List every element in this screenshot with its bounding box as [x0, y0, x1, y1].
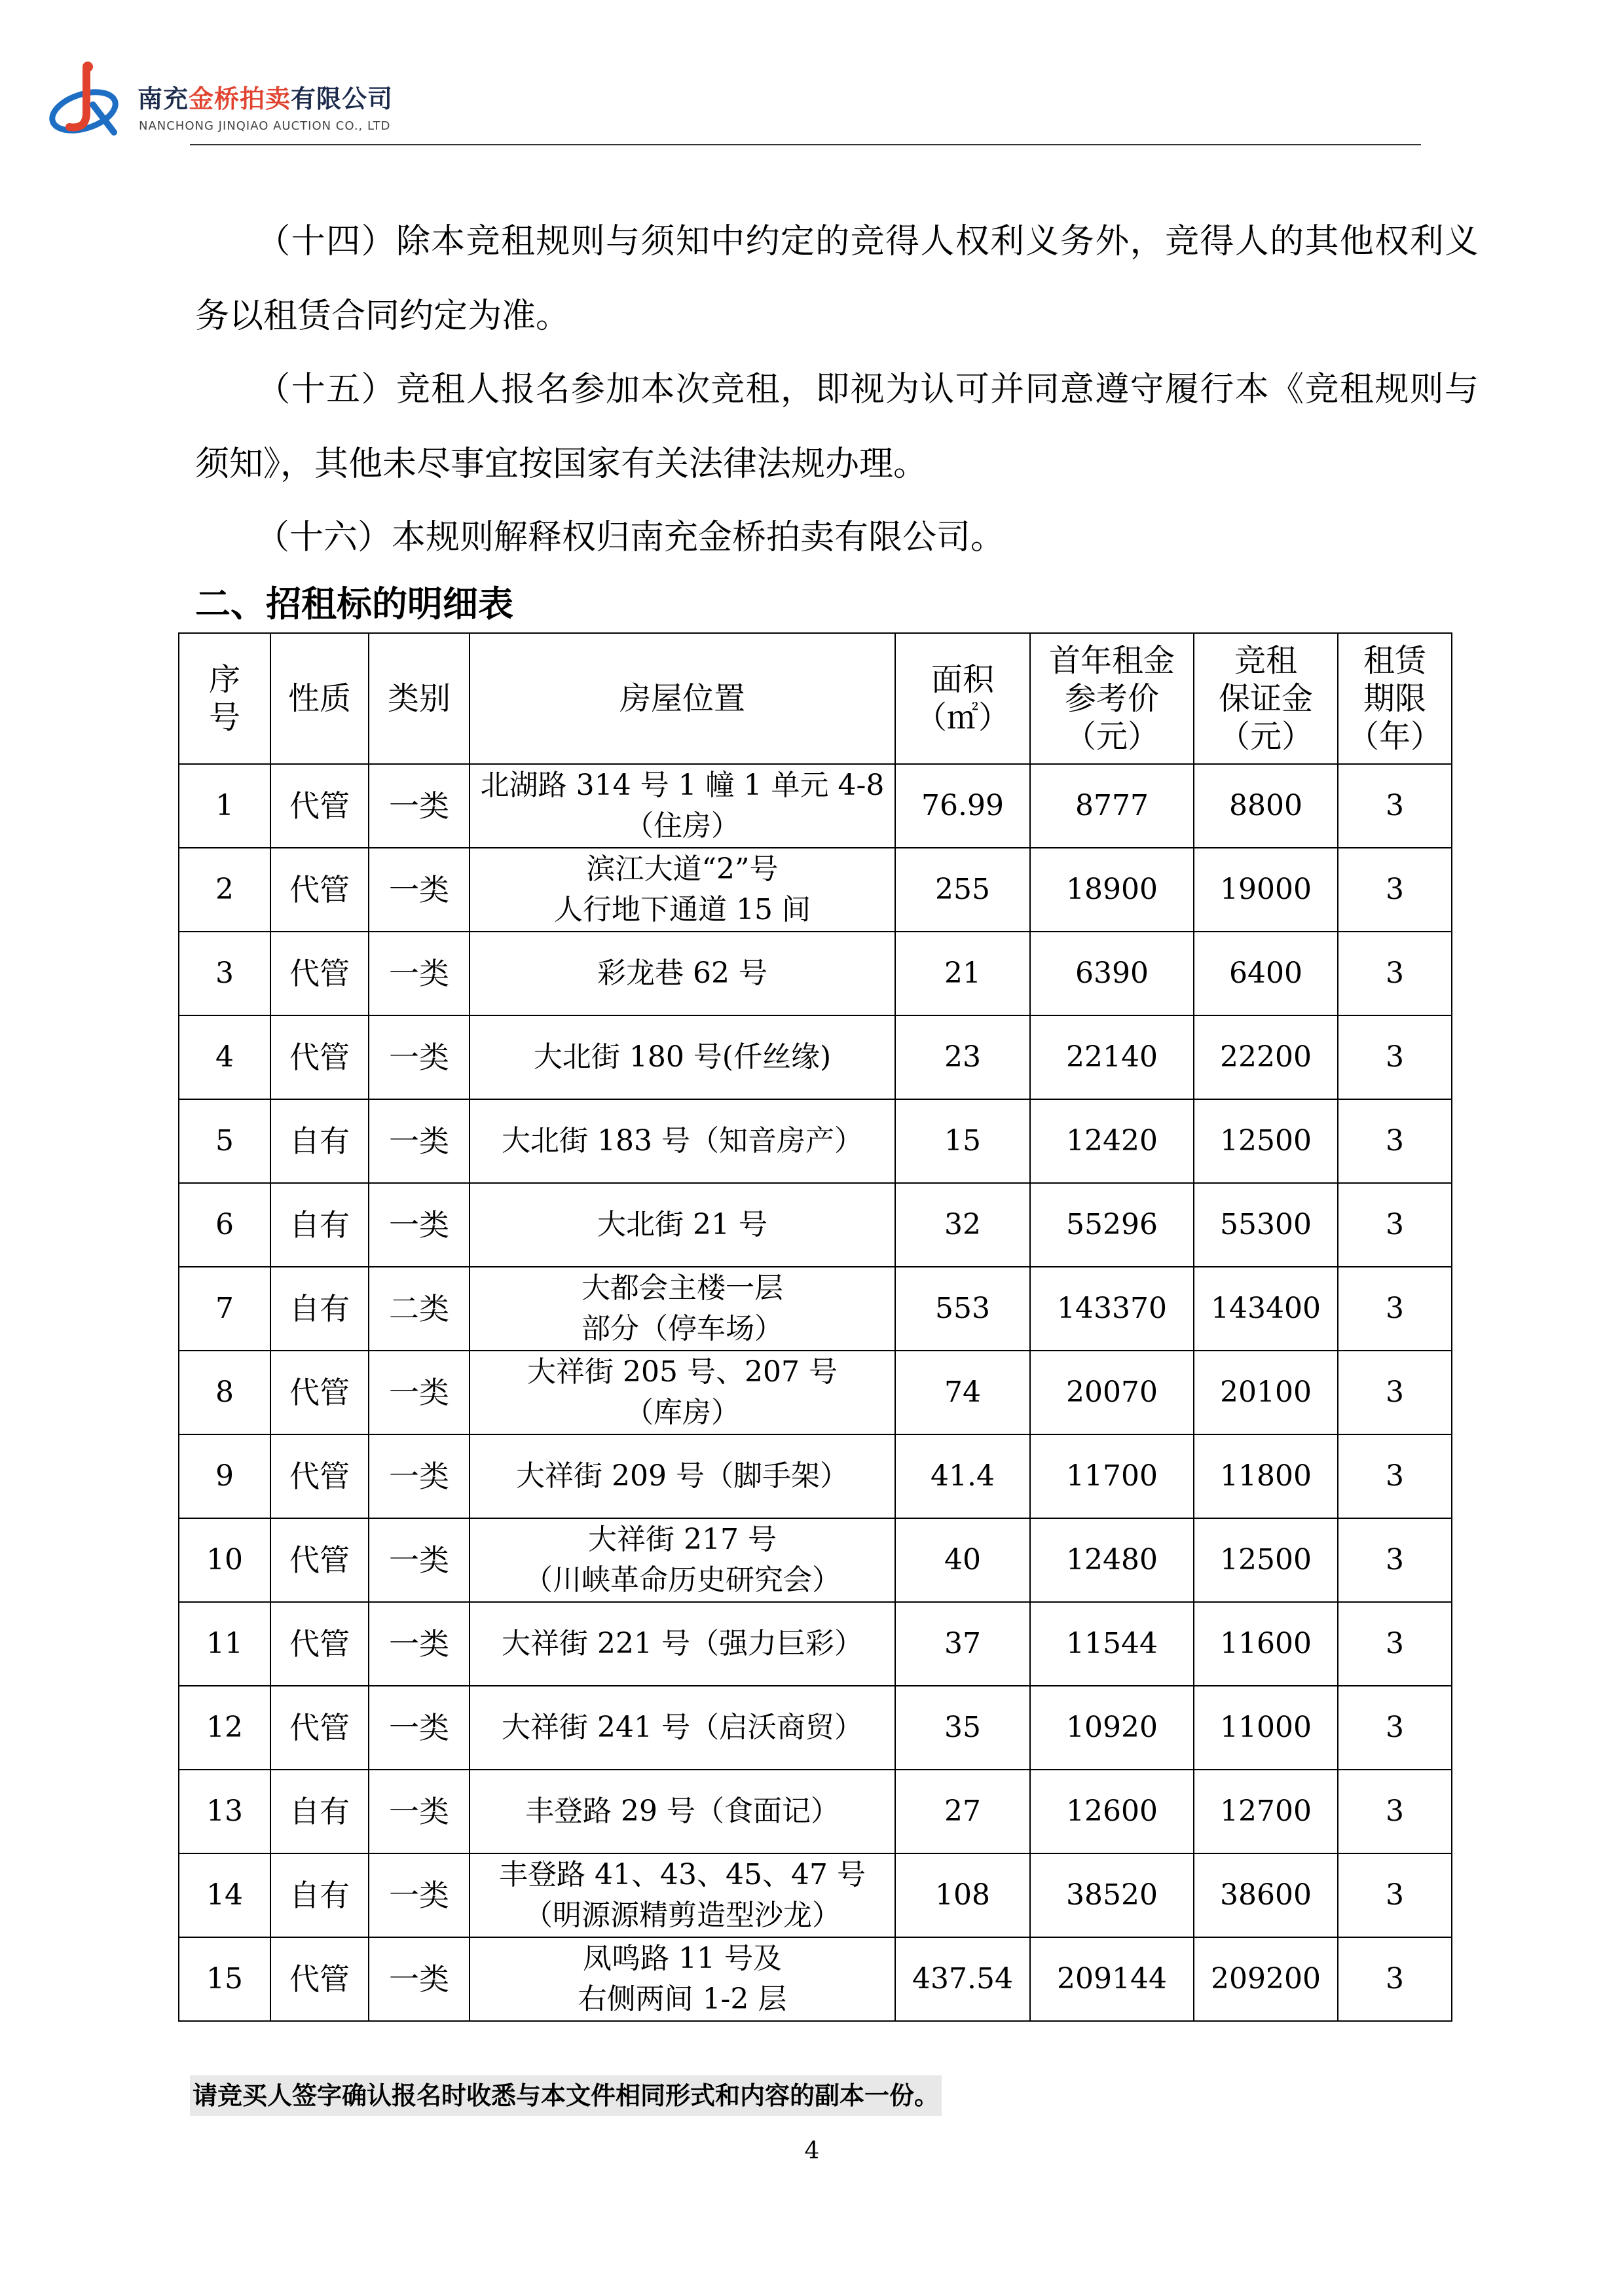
cell-line: 13: [206, 1795, 243, 1828]
cell-line: 6390: [1075, 957, 1149, 990]
table-cell: [895, 1267, 1030, 1351]
table-header-row: [179, 633, 1452, 764]
table-cell: [369, 1351, 470, 1434]
table-cell: [369, 1015, 470, 1099]
cell-line: 代管: [289, 1040, 350, 1075]
table-cell: [1194, 1518, 1338, 1602]
paragraph-16: （十六）本规则解释权归南充金桥拍卖有限公司。: [255, 518, 1005, 557]
table-cell: [1030, 1015, 1194, 1099]
cell-line: 14: [206, 1878, 243, 1912]
cell-line: 3: [1386, 1795, 1404, 1828]
cell-line: 一类: [389, 788, 449, 824]
cell-line: 3: [1386, 1124, 1404, 1157]
cell-line: （明源源精剪造型沙龙）: [524, 1899, 841, 1932]
table-cell: [1194, 1099, 1338, 1183]
cell-line: 55296: [1066, 1208, 1158, 1241]
cell-line: 437.54: [912, 1962, 1013, 1995]
cell-line: 3: [215, 957, 234, 990]
table-cell: [369, 1770, 470, 1853]
cell-line: 19000: [1220, 873, 1312, 906]
table-cell: [179, 848, 270, 932]
table-cell: [470, 1183, 895, 1267]
table-cell: [470, 1267, 895, 1351]
cell-line: 代管: [289, 1375, 350, 1410]
table-cell: [470, 1099, 895, 1183]
cell-line: 3: [1386, 1208, 1404, 1241]
cell-line: 一类: [389, 1878, 449, 1913]
cell-line: 自有: [289, 1794, 350, 1829]
cell-line: 北湖路 314 号 1 幢 1 单元 4-8: [480, 769, 885, 802]
table-cell: [179, 1853, 270, 1937]
table-cell: [369, 1183, 470, 1267]
cell-line: 9: [215, 1459, 234, 1493]
table-cell: [470, 1518, 895, 1602]
cell-line: 11700: [1066, 1459, 1158, 1493]
table-cell: [1030, 1518, 1194, 1602]
table-cell: [470, 1015, 895, 1099]
table-cell: [369, 1518, 470, 1602]
cell-line: （川峡革命历史研究会）: [524, 1563, 841, 1597]
company-logo: [46, 59, 131, 144]
table-cell: [470, 1602, 895, 1686]
table-cell: [369, 1686, 470, 1770]
page-number: 4: [804, 2138, 820, 2164]
column-header: [1194, 633, 1338, 764]
cell-line: 12420: [1066, 1124, 1158, 1157]
cell-line: 2: [215, 873, 234, 906]
section-title: 二、招租标的明细表: [195, 583, 513, 625]
column-header: [369, 633, 470, 764]
table-cell: [1338, 1351, 1452, 1434]
table-cell: [1194, 1015, 1338, 1099]
table-row: [179, 1686, 1452, 1770]
cell-line: 代管: [289, 956, 350, 991]
table-cell: [470, 764, 895, 848]
cell-line: 55300: [1220, 1208, 1312, 1241]
table-row: [179, 1183, 1452, 1267]
cell-line: 1: [215, 789, 234, 822]
table-cell: [369, 1434, 470, 1518]
cell-line: 3: [1386, 1711, 1404, 1744]
cell-line: 一类: [389, 956, 449, 991]
cell-line: 10: [206, 1543, 243, 1576]
table-cell: [470, 932, 895, 1015]
cell-line: 大北街 183 号（知音房产）: [502, 1124, 863, 1157]
table-cell: [1338, 1015, 1452, 1099]
table-cell: [895, 1099, 1030, 1183]
cell-line: 大北街 180 号(仟丝缘): [533, 1040, 832, 1074]
cell-line: 27: [944, 1795, 981, 1828]
cell-line: 20100: [1220, 1376, 1312, 1409]
column-header: [470, 633, 895, 764]
table-cell: [1030, 1602, 1194, 1686]
cell-line: 3: [1386, 1376, 1404, 1409]
cell-line: 3: [1386, 873, 1404, 906]
cell-line: 3: [1386, 957, 1404, 990]
cell-line: 大北街 21 号: [597, 1208, 767, 1241]
table-cell: [470, 1937, 895, 2021]
cell-line: 20070: [1066, 1376, 1158, 1409]
table-cell: [1194, 1770, 1338, 1853]
cell-line: 76.99: [921, 789, 1004, 822]
table-cell: [895, 1602, 1030, 1686]
cell-line: 12500: [1220, 1124, 1312, 1157]
table-cell: [369, 1853, 470, 1937]
cell-line: 一类: [389, 1375, 449, 1410]
table-row: [179, 1853, 1452, 1937]
cell-line: 自有: [289, 1123, 350, 1159]
table-cell: [179, 764, 270, 848]
cell-line: 23: [944, 1040, 981, 1074]
header-divider: [190, 144, 1421, 145]
table-cell: [470, 848, 895, 932]
table-cell: [1194, 1267, 1338, 1351]
column-header: [270, 633, 369, 764]
table-cell: [270, 1015, 369, 1099]
cell-line: 108: [935, 1878, 990, 1912]
cell-line: 3: [1386, 1459, 1404, 1493]
column-header-line: 保证金: [1218, 680, 1313, 717]
table-cell: [369, 1937, 470, 2021]
table-cell: [270, 1183, 369, 1267]
table-row: [179, 1267, 1452, 1351]
cell-line: 3: [1386, 1627, 1404, 1660]
table-cell: [1194, 1853, 1338, 1937]
table-cell: [1194, 1686, 1338, 1770]
cell-line: 一类: [389, 1794, 449, 1829]
table-cell: [1338, 1518, 1452, 1602]
table-cell: [1030, 1853, 1194, 1937]
table-cell: [1194, 1937, 1338, 2021]
table-row: [179, 1770, 1452, 1853]
table-cell: [270, 1351, 369, 1434]
cell-line: 3: [1386, 789, 1404, 822]
column-header: [179, 633, 270, 764]
cell-line: （住房）: [625, 809, 740, 843]
cell-line: 自有: [289, 1878, 350, 1913]
cell-line: 8777: [1075, 789, 1149, 822]
cell-line: 彩龙巷 62 号: [597, 957, 767, 990]
table-cell: [369, 932, 470, 1015]
cell-line: 大祥街 241 号（启沃商贸）: [502, 1711, 863, 1744]
table-cell: [179, 1434, 270, 1518]
column-header-line: 序: [208, 661, 240, 698]
table-cell: [1030, 1770, 1194, 1853]
table-cell: [1194, 1434, 1338, 1518]
cell-line: 209144: [1057, 1962, 1167, 1995]
cell-line: 右侧两间 1-2 层: [578, 1982, 787, 2016]
table-cell: [470, 1770, 895, 1853]
cell-line: （库房）: [625, 1396, 740, 1429]
table-cell: [179, 1015, 270, 1099]
table-cell: [895, 1518, 1030, 1602]
table-cell: [270, 1686, 369, 1770]
cell-line: 12480: [1066, 1543, 1158, 1576]
cell-line: 二类: [389, 1291, 449, 1326]
signature-note: 请竞买人签字确认报名时收悉与本文件相同形式和内容的副本一份。: [190, 2075, 942, 2116]
table-cell: [1030, 932, 1194, 1015]
table-cell: [179, 1099, 270, 1183]
cell-line: 6: [215, 1208, 234, 1241]
cell-line: 大祥街 217 号: [588, 1523, 777, 1556]
column-header-line: 竞租: [1234, 642, 1297, 679]
table-cell: [470, 1351, 895, 1434]
column-header-line: 首年租金: [1048, 642, 1175, 679]
table-cell: [1338, 1183, 1452, 1267]
table-row: [179, 1602, 1452, 1686]
cell-line: 代管: [289, 1626, 350, 1662]
cell-line: 代管: [289, 788, 350, 824]
cell-line: 一类: [389, 1207, 449, 1243]
table-cell: [895, 1937, 1030, 2021]
table-cell: [369, 1099, 470, 1183]
table-cell: [1338, 848, 1452, 932]
cell-line: 38520: [1066, 1878, 1158, 1912]
cell-line: 4: [215, 1040, 234, 1074]
column-header-line: 面积: [931, 661, 994, 698]
table-cell: [895, 932, 1030, 1015]
cell-line: 41.4: [931, 1459, 995, 1493]
cell-line: 一类: [389, 1626, 449, 1662]
table-cell: [1338, 932, 1452, 1015]
table-cell: [270, 1937, 369, 2021]
cell-line: 3: [1386, 1878, 1404, 1912]
table-cell: [1338, 1853, 1452, 1937]
table-cell: [895, 1183, 1030, 1267]
table-cell: [895, 764, 1030, 848]
paragraph-15: （十五）竞租人报名参加本次竞租，即视为认可并同意遵守履行本《竞租规则与须知》，其他未尽事宜按国家有关法律法规办理。: [195, 370, 1479, 484]
cell-line: 3: [1386, 1962, 1404, 1995]
table-cell: [1030, 1937, 1194, 2021]
cell-line: 自有: [289, 1291, 350, 1326]
table-cell: [1030, 1351, 1194, 1434]
table-cell: [895, 1015, 1030, 1099]
table-row: [179, 848, 1452, 932]
table-cell: [179, 1518, 270, 1602]
table-cell: [1338, 1434, 1452, 1518]
cell-line: 12: [206, 1711, 243, 1744]
table-cell: [895, 1351, 1030, 1434]
table-cell: [1030, 1267, 1194, 1351]
table-cell: [179, 1602, 270, 1686]
table-cell: [270, 932, 369, 1015]
paragraph-14: （十四）除本竞租规则与须知中约定的竞得人权利义务外，竞得人的其他权利义务以租赁合同约定为准。: [195, 222, 1479, 336]
table-row: [179, 1434, 1452, 1518]
cell-line: 部分（停车场）: [581, 1312, 783, 1345]
cell-line: 7: [215, 1292, 234, 1325]
table-cell: [179, 1770, 270, 1853]
column-header: [1338, 633, 1452, 764]
cell-line: 12600: [1066, 1795, 1158, 1828]
table-cell: [895, 1686, 1030, 1770]
cell-line: 大祥街 205 号、207 号: [527, 1355, 838, 1389]
table-cell: [895, 1434, 1030, 1518]
column-header-line: 类别: [387, 680, 451, 717]
table-cell: [1194, 932, 1338, 1015]
column-header: [1030, 633, 1194, 764]
column-header: [895, 633, 1030, 764]
cell-line: 15: [944, 1124, 981, 1157]
table-cell: [1194, 848, 1338, 932]
cell-line: 一类: [389, 1459, 449, 1494]
cell-line: 3: [1386, 1292, 1404, 1325]
cell-line: 一类: [389, 1710, 449, 1745]
company-name-cn: 南充金桥拍卖有限公司: [138, 84, 394, 113]
cell-line: 209200: [1211, 1962, 1321, 1995]
cell-line: 一类: [389, 1542, 449, 1578]
cell-line: 8800: [1229, 789, 1302, 822]
column-header-line: 号: [208, 699, 240, 736]
cell-line: 11000: [1220, 1711, 1312, 1744]
table-cell: [1338, 1770, 1452, 1853]
rental-detail-table: [178, 632, 1452, 2022]
table-cell: [179, 1937, 270, 2021]
table-cell: [470, 1853, 895, 1937]
cell-line: 代管: [289, 1961, 350, 1997]
table-cell: [1338, 1099, 1452, 1183]
cell-line: 255: [935, 873, 990, 906]
cell-line: 40: [944, 1543, 981, 1576]
cell-line: 35: [944, 1711, 981, 1744]
table-cell: [270, 1602, 369, 1686]
table-cell: [270, 764, 369, 848]
table-row: [179, 1099, 1452, 1183]
page-header: [46, 59, 1421, 151]
cell-line: 代管: [289, 1542, 350, 1578]
cell-line: 丰登路 41、43、45、47 号: [499, 1858, 866, 1891]
table-cell: [470, 1686, 895, 1770]
cell-line: 丰登路 29 号（食面记）: [525, 1795, 840, 1828]
table-cell: [270, 848, 369, 932]
cell-line: 22140: [1066, 1040, 1158, 1074]
column-header-line: （㎡）: [915, 699, 1010, 736]
table-cell: [369, 848, 470, 932]
table-cell: [1030, 1686, 1194, 1770]
table-cell: [895, 848, 1030, 932]
cell-line: 一类: [389, 1123, 449, 1159]
cell-line: 自有: [289, 1207, 350, 1243]
cell-line: 人行地下通道 15 间: [554, 893, 811, 926]
cell-line: 12500: [1220, 1543, 1312, 1576]
table-cell: [1338, 1602, 1452, 1686]
cell-line: 大祥街 221 号（强力巨彩）: [502, 1627, 863, 1660]
column-header-line: 参考价: [1064, 680, 1159, 717]
cell-line: 8: [215, 1376, 234, 1409]
cell-line: 滨江大道“2”号: [586, 852, 779, 886]
table-cell: [369, 1602, 470, 1686]
table-cell: [1338, 764, 1452, 848]
table-row: [179, 932, 1452, 1015]
cell-line: 凤鸣路 11 号及: [583, 1942, 782, 1975]
table-cell: [369, 764, 470, 848]
table-row: [179, 1937, 1452, 2021]
cell-line: 21: [944, 957, 981, 990]
table-cell: [1194, 1183, 1338, 1267]
table-cell: [1194, 764, 1338, 848]
cell-line: 11544: [1066, 1627, 1158, 1660]
cell-line: 18900: [1066, 873, 1158, 906]
cell-line: 32: [944, 1208, 981, 1241]
table-cell: [1338, 1937, 1452, 2021]
table-cell: [470, 1434, 895, 1518]
column-header-line: （年）: [1347, 718, 1442, 755]
table-row: [179, 1518, 1452, 1602]
cell-line: 6400: [1229, 957, 1302, 990]
table-cell: [179, 1351, 270, 1434]
table-cell: [179, 1267, 270, 1351]
cell-line: 11800: [1220, 1459, 1312, 1493]
cell-line: 15: [206, 1962, 243, 1995]
column-header-line: （元）: [1218, 718, 1313, 755]
cell-line: 代管: [289, 1459, 350, 1494]
column-header-line: 性质: [287, 680, 351, 717]
table-cell: [179, 1183, 270, 1267]
column-header-line: 房屋位置: [619, 680, 745, 717]
cell-line: 553: [935, 1292, 990, 1325]
table-cell: [1030, 764, 1194, 848]
cell-line: 一类: [389, 1961, 449, 1997]
cell-line: 代管: [289, 872, 350, 907]
cell-line: 38600: [1220, 1878, 1312, 1912]
table-row: [179, 764, 1452, 848]
cell-line: 3: [1386, 1543, 1404, 1576]
table-cell: [1338, 1267, 1452, 1351]
column-header-line: 期限: [1363, 680, 1426, 717]
table-cell: [179, 1686, 270, 1770]
table-cell: [1194, 1351, 1338, 1434]
table-cell: [270, 1267, 369, 1351]
table-cell: [895, 1853, 1030, 1937]
table-cell: [270, 1853, 369, 1937]
table-cell: [179, 932, 270, 1015]
cell-line: 143400: [1211, 1292, 1321, 1325]
table-cell: [270, 1518, 369, 1602]
column-header-line: 租赁: [1363, 642, 1426, 679]
cell-line: 3: [1386, 1040, 1404, 1074]
table-cell: [270, 1770, 369, 1853]
table-cell: [1030, 1099, 1194, 1183]
table-cell: [1338, 1686, 1452, 1770]
table-cell: [1194, 1602, 1338, 1686]
company-name-en: NANCHONG JINQIAO AUCTION CO., LTD: [139, 119, 391, 133]
cell-line: 12700: [1220, 1795, 1312, 1828]
cell-line: 11600: [1220, 1627, 1312, 1660]
cell-line: 10920: [1066, 1711, 1158, 1744]
cell-line: 74: [944, 1376, 981, 1409]
cell-line: 11: [206, 1627, 243, 1660]
cell-line: 大祥街 209 号（脚手架）: [516, 1459, 849, 1493]
column-header-line: （元）: [1064, 718, 1159, 755]
table-cell: [369, 1267, 470, 1351]
cell-line: 5: [215, 1124, 234, 1157]
cell-line: 一类: [389, 1040, 449, 1075]
table-cell: [1030, 1183, 1194, 1267]
table-row: [179, 1015, 1452, 1099]
table-cell: [270, 1099, 369, 1183]
cell-line: 37: [944, 1627, 981, 1660]
cell-line: 大都会主楼一层: [581, 1271, 783, 1305]
table-cell: [895, 1770, 1030, 1853]
cell-line: 一类: [389, 872, 449, 907]
cell-line: 代管: [289, 1710, 350, 1745]
cell-line: 22200: [1220, 1040, 1312, 1074]
cell-line: 143370: [1057, 1292, 1167, 1325]
table-cell: [1030, 1434, 1194, 1518]
table-cell: [270, 1434, 369, 1518]
table-cell: [1030, 848, 1194, 932]
table-row: [179, 1351, 1452, 1434]
